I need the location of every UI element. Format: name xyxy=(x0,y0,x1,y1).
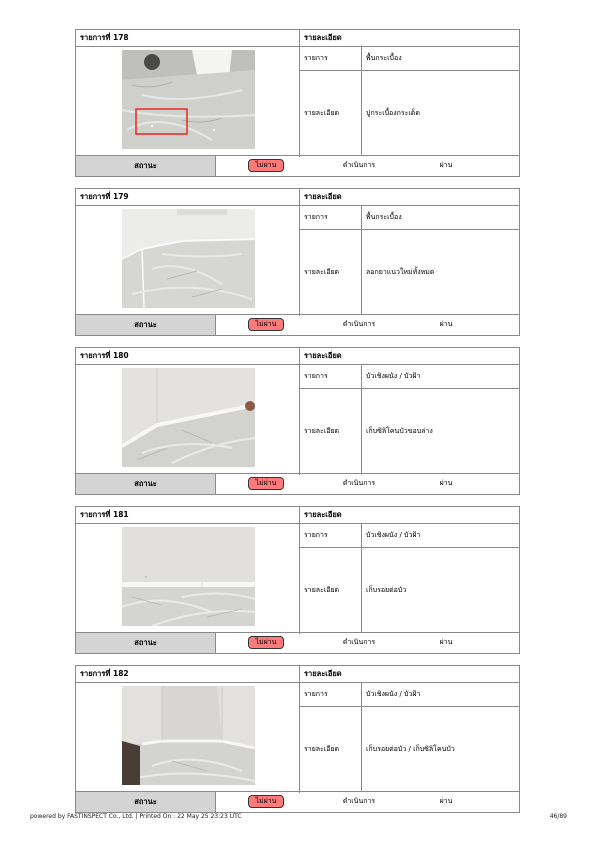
status-fail-option[interactable]: ไม่ผ่าน xyxy=(248,477,284,490)
status-label: สถานะ xyxy=(76,315,216,335)
page-footer xyxy=(30,813,567,823)
status-row xyxy=(76,314,519,335)
category-row xyxy=(300,523,519,548)
item-detail: เก็บรอยต่อบัว xyxy=(366,586,407,594)
photo-cell xyxy=(76,523,300,634)
status-fail-option[interactable]: ไม่ผ่าน xyxy=(248,159,284,172)
item-category: บัวเชิงผนัง / บัวฝ้า xyxy=(366,371,421,380)
detail-row xyxy=(300,548,519,633)
category-row xyxy=(300,364,519,389)
status-fail-option[interactable]: ไม่ผ่าน xyxy=(248,795,284,808)
item-category: บัวเชิงผนัง / บัวฝ้า xyxy=(366,530,421,539)
defect-photo[interactable] xyxy=(122,209,255,308)
item-header-row xyxy=(76,189,519,206)
item-detail: เก็บซิลิโคนบัวขอบล่าง xyxy=(366,427,433,435)
detail-label: รายละเอียด xyxy=(300,230,362,315)
page-number: 46/89 xyxy=(549,813,567,820)
category-row xyxy=(300,205,519,230)
detail-row xyxy=(300,230,519,315)
status-in-progress-option[interactable]: ดำเนินการ xyxy=(342,320,376,328)
detail-label: รายละเอียด xyxy=(300,707,362,792)
detail-label: รายละเอียด xyxy=(300,71,362,156)
item-label: รายการ xyxy=(300,46,362,70)
item-number: รายการที่ 181 xyxy=(76,507,300,523)
defect-photo[interactable] xyxy=(122,527,255,626)
item-label: รายการ xyxy=(300,205,362,229)
inspection-item-card xyxy=(75,29,520,177)
status-row xyxy=(76,473,519,494)
item-header-row xyxy=(76,30,519,47)
item-label: รายการ xyxy=(300,364,362,388)
status-in-progress-option[interactable]: ดำเนินการ xyxy=(342,797,376,805)
detail-header: รายละเอียด xyxy=(304,192,342,201)
detail-row xyxy=(300,71,519,156)
status-row xyxy=(76,632,519,653)
status-pass-option[interactable]: ผ่าน xyxy=(439,320,453,328)
item-detail: ลอกยาแนวใหม่ทั้งหมด xyxy=(366,268,435,276)
item-number: รายการที่ 179 xyxy=(76,189,300,205)
item-header-row xyxy=(76,507,519,524)
detail-header: รายละเอียด xyxy=(304,351,342,360)
item-detail: เก็บรอยต่อบัว / เก็บซิลิโคนบัว xyxy=(366,745,455,753)
status-in-progress-option[interactable]: ดำเนินการ xyxy=(342,479,376,487)
status-label: สถานะ xyxy=(76,792,216,812)
category-row xyxy=(300,682,519,707)
category-row xyxy=(300,46,519,71)
detail-label: รายละเอียด xyxy=(300,548,362,633)
status-label: สถานะ xyxy=(76,633,216,653)
photo-cell xyxy=(76,205,300,316)
defect-photo[interactable] xyxy=(122,368,255,467)
footer-credit: powered by FASTINSPECT Co., Ltd. | Printed On : 22 May 25 23:23 UTC xyxy=(30,813,242,820)
inspection-item-card xyxy=(75,665,520,813)
item-header-row xyxy=(76,348,519,365)
inspection-item-card xyxy=(75,188,520,336)
status-row xyxy=(76,791,519,812)
item-label: รายการ xyxy=(300,682,362,706)
detail-header: รายละเอียด xyxy=(304,669,342,678)
status-pass-option[interactable]: ผ่าน xyxy=(439,479,453,487)
item-detail: ปูกระเบื้องกระเด็ด xyxy=(366,109,420,117)
item-label: รายการ xyxy=(300,523,362,547)
status-pass-option[interactable]: ผ่าน xyxy=(439,638,453,646)
item-category: พื้นกระเบื้อง xyxy=(366,53,402,62)
item-category: บัวเชิงผนัง / บัวฝ้า xyxy=(366,689,421,698)
photo-cell xyxy=(76,682,300,793)
defect-photo[interactable] xyxy=(122,686,255,785)
status-label: สถานะ xyxy=(76,474,216,494)
inspection-item-card xyxy=(75,506,520,654)
status-in-progress-option[interactable]: ดำเนินการ xyxy=(342,638,376,646)
status-fail-option[interactable]: ไม่ผ่าน xyxy=(248,318,284,331)
status-in-progress-option[interactable]: ดำเนินการ xyxy=(342,161,376,169)
status-pass-option[interactable]: ผ่าน xyxy=(439,161,453,169)
item-header-row xyxy=(76,666,519,683)
item-category: พื้นกระเบื้อง xyxy=(366,212,402,221)
defect-photo[interactable] xyxy=(122,50,255,149)
status-pass-option[interactable]: ผ่าน xyxy=(439,797,453,805)
detail-row xyxy=(300,707,519,792)
photo-cell xyxy=(76,364,300,475)
detail-header: รายละเอียด xyxy=(304,510,342,519)
detail-row xyxy=(300,389,519,474)
item-number: รายการที่ 180 xyxy=(76,348,300,364)
inspection-item-card xyxy=(75,347,520,495)
detail-header: รายละเอียด xyxy=(304,33,342,42)
photo-cell xyxy=(76,46,300,157)
status-label: สถานะ xyxy=(76,156,216,176)
detail-label: รายละเอียด xyxy=(300,389,362,474)
item-number: รายการที่ 182 xyxy=(76,666,300,682)
item-number: รายการที่ 178 xyxy=(76,30,300,46)
status-fail-option[interactable]: ไม่ผ่าน xyxy=(248,636,284,649)
status-row xyxy=(76,155,519,176)
